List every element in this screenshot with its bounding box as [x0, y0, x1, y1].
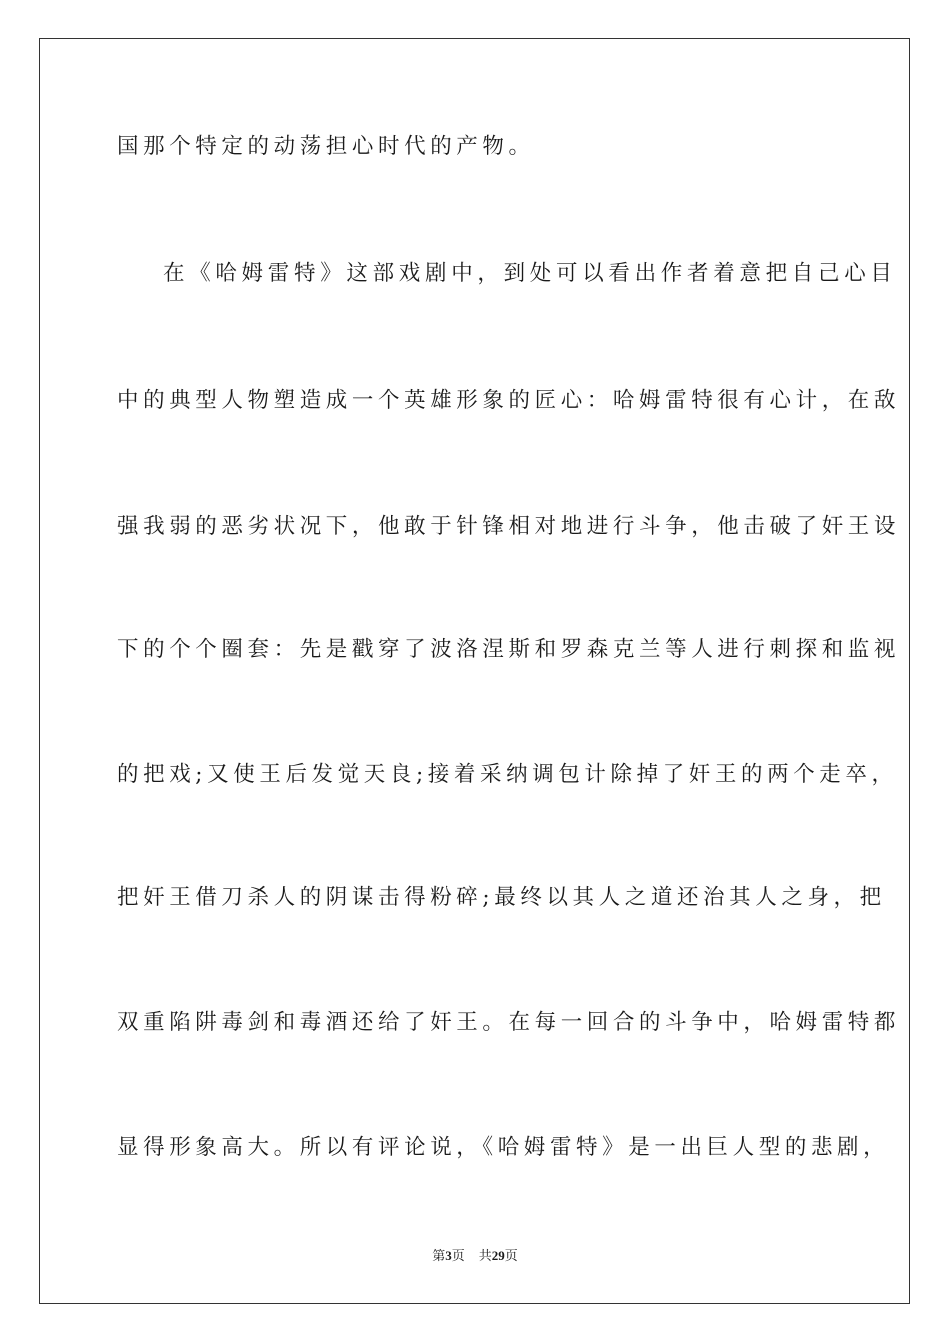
- paragraph-line-6: 的把戏;又使王后发觉天良;接着采纳调包计除掉了奸王的两个走卒，: [117, 762, 898, 787]
- page-suffix: 页: [451, 1248, 465, 1263]
- page-prefix: 第: [432, 1248, 446, 1263]
- total-suffix: 页: [504, 1248, 518, 1263]
- paragraph-line-9: 显得形象高大。所以有评论说，《哈姆雷特》是一出巨人型的悲剧，: [117, 1135, 890, 1160]
- paragraph-line-8: 双重陷阱毒剑和毒酒还给了奸王。在每一回合的斗争中，哈姆雷特都: [117, 1010, 901, 1035]
- total-pages: 29: [491, 1248, 505, 1263]
- paragraph-line-1: 国那个特定的动荡担心时代的产物。: [117, 134, 535, 159]
- paragraph-line-7: 把奸王借刀杀人的阴谋击得粉碎;最终以其人之道还治其人之身，把: [117, 885, 886, 910]
- page-number: 3: [445, 1248, 452, 1263]
- total-prefix: 共: [478, 1248, 492, 1263]
- page-border: [39, 38, 910, 1304]
- paragraph-line-4: 强我弱的恶劣状况下，他敢于针锋相对地进行斗争，他击破了奸王设: [117, 514, 901, 539]
- page-footer: [0, 1247, 950, 1265]
- paragraph-line-5: 下的个个圈套：先是戳穿了波洛涅斯和罗森克兰等人进行刺探和监视: [117, 637, 901, 662]
- paragraph-line-2: 在《哈姆雷特》这部戏剧中，到处可以看出作者着意把自己心目: [163, 261, 897, 286]
- paragraph-line-3: 中的典型人物塑造成一个英雄形象的匠心：哈姆雷特很有心计，在敌: [117, 388, 901, 413]
